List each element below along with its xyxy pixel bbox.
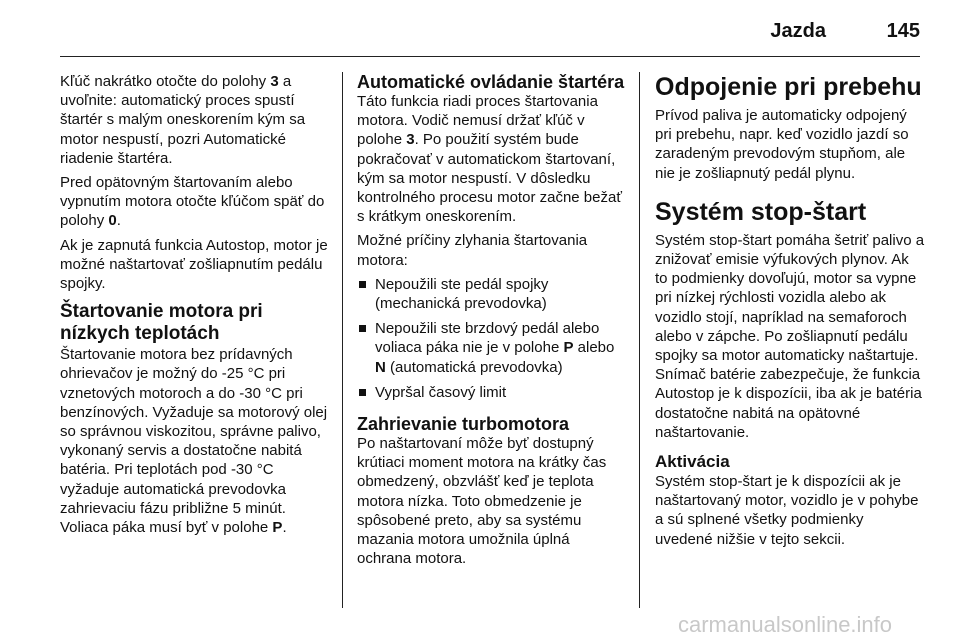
section-heading: Aktivácia (655, 452, 730, 472)
list-item: Vypršal časový limit (357, 383, 627, 402)
section-heading: Zahrievanie turbomotora (357, 414, 570, 435)
column-divider (639, 72, 640, 608)
column-right (655, 72, 925, 554)
chapter-title: Jazda (770, 20, 826, 42)
page-number: 145 (886, 20, 920, 42)
header-rule (60, 56, 920, 57)
paragraph: Systém stop-štart pomáha šetriť palivo a znižovať emisie výfukových plynov. Ak to podmienky dovoľujú, motor sa vypne pri nízkej rýchlosti vozidla alebo ak vozidlo stojí, napríklad na semaforoch alebo v zápche. Po zošliapnutí pedálu spojky sa motor automaticky naštartuje. Snímač batérie zabezpečuje, že funkcia Autostop je k dispozícii, iba ak je batéria dostatočne nabitá na opätovné naštartovanie. (655, 231, 925, 441)
paragraph: Systém stop-štart je k dispozícii ak je naštartovaný motor, vozidlo je v pohybe a sú splnené všetky podmienky uvedené nižšie v tejto sekcii. (655, 473, 919, 548)
paragraph: Kľúč nakrátko otočte do polohy 3 a uvoľnite: automatický proces spustí štartér s malým oneskorením kým sa motor nespustí, pozri Automatické riadenie štartéra. (60, 73, 306, 167)
column-middle (357, 72, 627, 573)
page-header (60, 14, 920, 44)
bullet-icon (359, 389, 366, 396)
paragraph: Štartovanie motora bez prídavných ohrievačov je možný do -25 °C pri vznetových motoroch a do -30 °C pri benzínových. Vyžaduje sa motorový olej so správnou viskozitou, správne palivo, vykonaný servis a dostatočne nabitá batéria. Pri teplotách pod -30 °C vyžaduje automatická prevodovka zahrievaciu fázu približne 5 minút. Voliaca páka musí byť v polohe P. (60, 346, 328, 537)
list-item: Nepoužili ste pedál spojky (mechanická prevodovka) (357, 275, 627, 313)
paragraph: Ak je zapnutá funkcia Autostop, motor je možné naštartovať zošliapnutím pedálu spojky. (60, 236, 328, 293)
column-divider (342, 72, 343, 608)
list-item: Nepoužili ste brzdový pedál alebo voliaca páka nie je v polohe P alebo N (automatická prevodovka) (357, 319, 627, 377)
bullet-icon (359, 281, 366, 288)
section-title: Odpojenie pri prebehu (655, 73, 922, 101)
paragraph: Prívod paliva je automaticky odpojený pri prebehu, napr. keď vozidlo jazdí so zaradeným prevodovým stupňom, ale nie je zošliapnutý pedál plynu. (655, 107, 909, 182)
watermark: carmanualsonline.info (678, 612, 893, 637)
paragraph: Pred opätovným štartovaním alebo vypnutím motora otočte kľúčom späť do polohy 0. (60, 174, 325, 230)
bullet-icon (359, 325, 366, 332)
section-title: Systém stop-štart (655, 197, 867, 226)
section-heading: Štartovanie motora pri nízkych teplotách (60, 301, 263, 345)
paragraph: Po naštartovaní môže byť dostupný krútiaci moment motora na krátky čas obmedzený, obzvlášť keď je teplota motora nízka. Toto obmedzenie je spôsobené preto, aby sa systému mazania motora umožnila úplná ochrana motora. (357, 435, 607, 568)
column-left (60, 72, 328, 542)
bullet-list (357, 275, 627, 402)
section-heading: Automatické ovládanie štartéra (357, 72, 625, 92)
paragraph: Možné príčiny zlyhania štartovania motora: (357, 232, 588, 269)
paragraph: Táto funkcia riadi proces štartovania motora. Vodič nemusí držať kľúč v polohe 3. Po použití systém bude pokračovať v automatickom štartovaní, kým sa motor nespustí. V dôsledku kontrolného procesu motor začne bežať s krátkym oneskorením. (357, 93, 622, 226)
